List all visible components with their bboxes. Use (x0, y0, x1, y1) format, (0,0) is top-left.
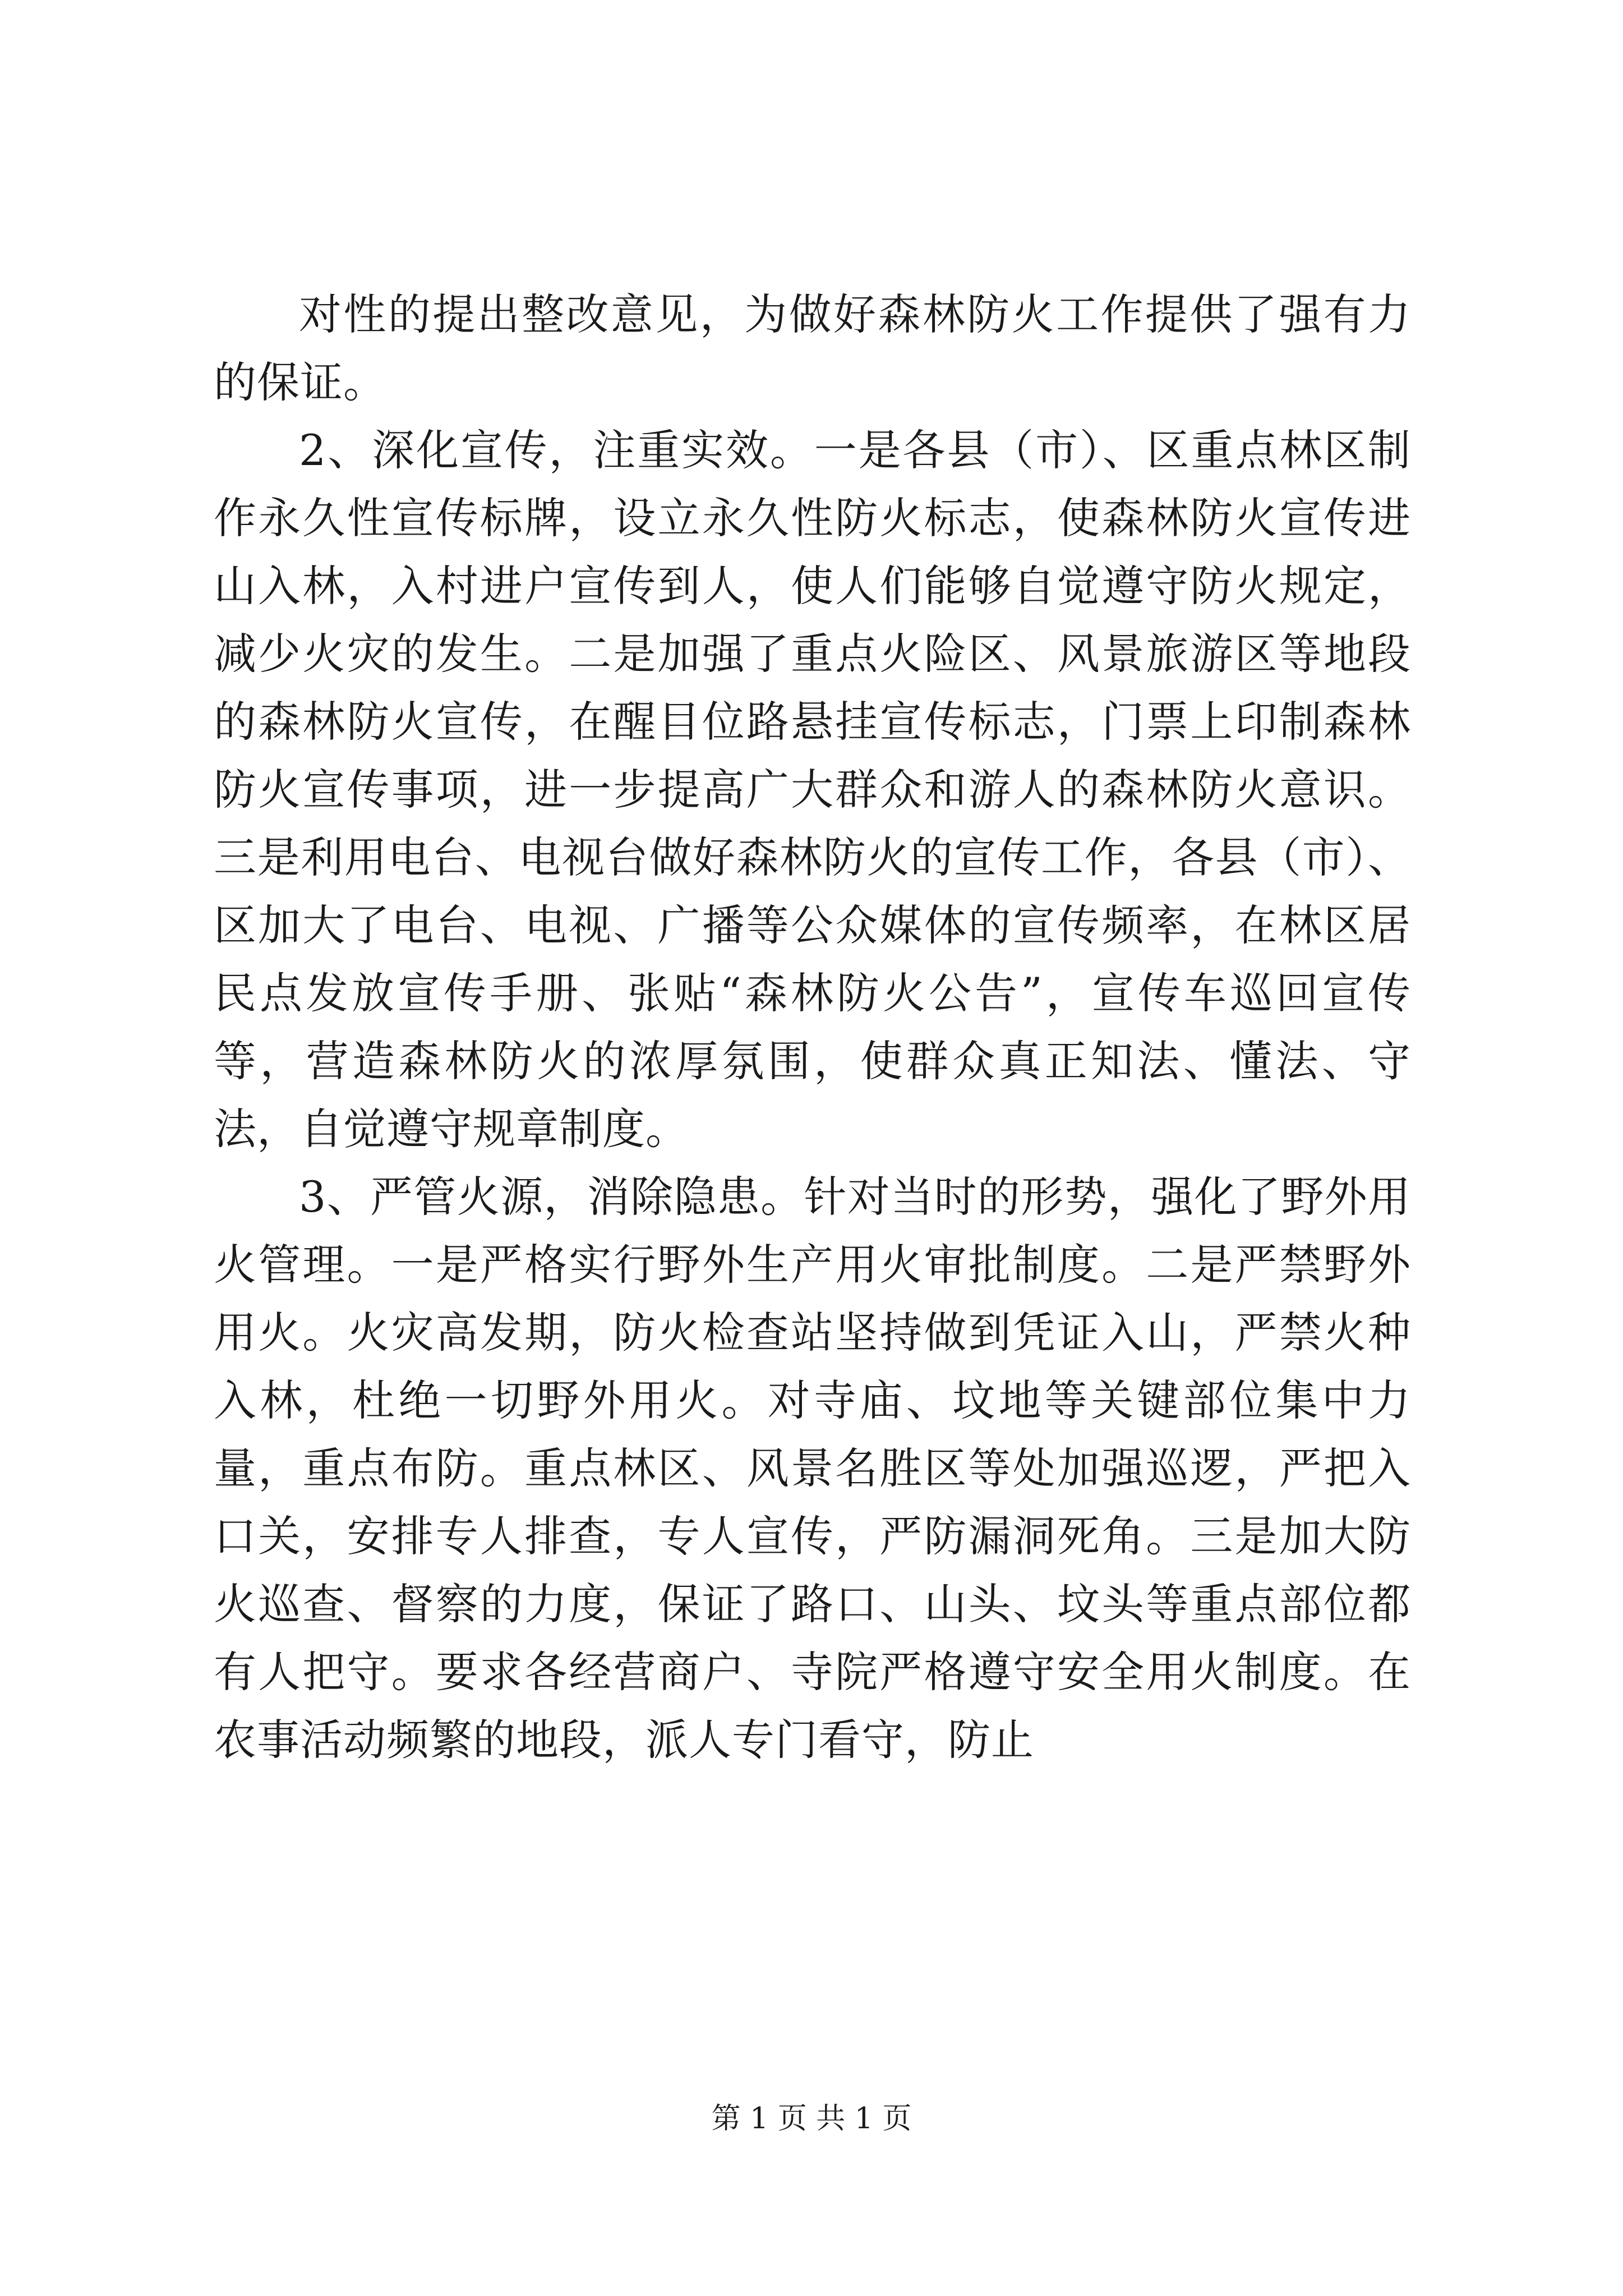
page-footer: 第 1 页 共 1 页 (711, 2102, 912, 2136)
paragraph-publicity: 2、深化宣传，注重实效。一是各县（市）、区重点林区制作永久性宣传标牌，设立永久性防火标志，使森林防火宣传进山入林，入村进户宣传到人，使人们能够自觉遵守防火规定，减少火灾的发生。二是加强了重点火险区、风景旅游区等地段的森林防火宣传，在醒目位路悬挂宣传标志，门票上印制森林防火宣传事项，进一步提高广大群众和游人的森林防火意识。三是利用电台、电视台做好森林防火的宣传工作，各县（市）、区加大了电台、电视、广播等公众媒体的宣传频率，在林区居民点发放宣传手册、张贴“森林防火公告”，宣传车巡回宣传等，营造森林防火的浓厚氛围，使群众真正知法、懂法、守法，自觉遵守规章制度。 (214, 425, 1411, 1154)
document-body (214, 280, 1411, 1774)
paragraph-continuation: 对性的提出整改意见，为做好森林防火工作提供了强有力的保证。 (214, 289, 1411, 407)
paragraph-fire-source-control: 3、严管火源，消除隐患。针对当时的形势，强化了野外用火管理。一是严格实行野外生产用火审批制度。二是严禁野外用火。火灾高发期，防火检查站坚持做到凭证入山，严禁火种入林，杜绝一切野外用火。对寺庙、坟地等关键部位集中力量，重点布防。重点林区、风景名胜区等处加强巡逻，严把入口关，安排专人排查，专人宣传，严防漏洞死角。三是加大防火巡查、督察的力度，保证了路口、山头、坟头等重点部位都有人把守。要求各经营商户、寺院严格遵守安全用火制度。在农事活动频繁的地段，派人专门看守，防止 (214, 1172, 1411, 1765)
